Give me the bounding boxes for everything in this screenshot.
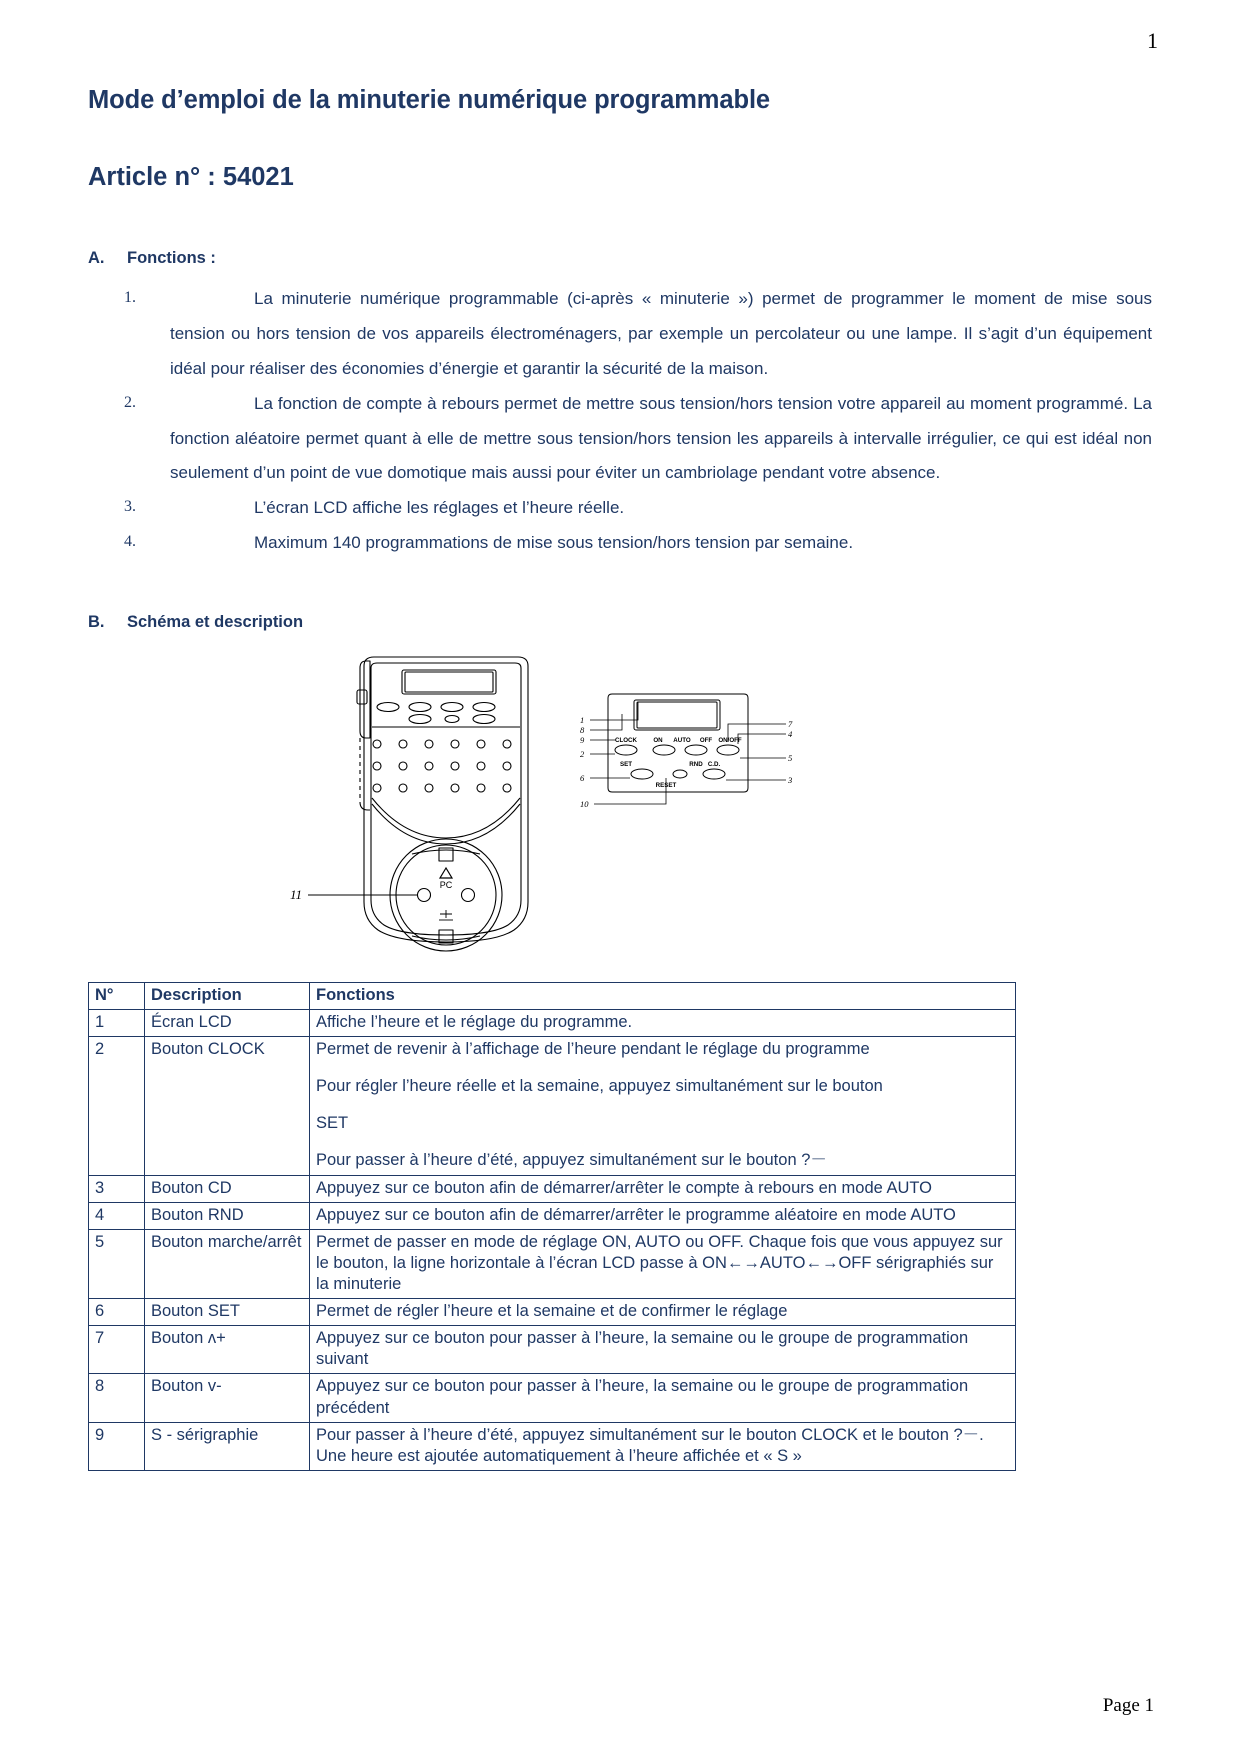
section-b-label: Schéma et description bbox=[127, 612, 304, 631]
list-item-body: La fonction de compte à rebours permet de mettre sous tension/hors tension votre appareil au moment programmé. La fonction aléatoire permet quant à elle de mettre sous tension/hors tension les appareils à intervalle irrégulier, ce qui est idéal non seulement d’un point de vue domotique mais aussi pour éviter un cambriolage pendant votre absence. bbox=[170, 393, 1152, 483]
timer-device-illustration bbox=[346, 652, 546, 952]
cell-no: 5 bbox=[89, 1229, 145, 1298]
cell-no: 9 bbox=[89, 1422, 145, 1470]
control-panel-illustration bbox=[578, 692, 798, 822]
callout-3: 3 bbox=[788, 774, 793, 785]
callout-8: 8 bbox=[580, 724, 585, 735]
cell-no: 7 bbox=[89, 1326, 145, 1374]
list-item-body: Maximum 140 programmations de mise sous tension/hors tension par semaine. bbox=[254, 533, 854, 553]
cell-functions bbox=[310, 1422, 1016, 1470]
list-item bbox=[88, 282, 1152, 387]
table-row bbox=[89, 1175, 1016, 1202]
page-footer: Page 1 bbox=[1102, 1695, 1154, 1716]
cell-no: 8 bbox=[89, 1374, 145, 1422]
callout-7: 7 bbox=[788, 718, 793, 729]
function-paragraph: SET bbox=[316, 1114, 349, 1133]
cell-functions bbox=[310, 1202, 1016, 1229]
list-item-text bbox=[170, 282, 1152, 387]
column-header-functions: Fonctions bbox=[310, 982, 1016, 1009]
section-a-label: Fonctions : bbox=[127, 249, 216, 268]
cell-functions bbox=[310, 1010, 1016, 1037]
callout-9: 9 bbox=[580, 734, 585, 745]
list-item bbox=[88, 387, 1152, 492]
cell-description: Bouton RND bbox=[145, 1202, 310, 1229]
list-item bbox=[88, 526, 1152, 561]
device-callout-11 bbox=[284, 652, 354, 952]
table-row bbox=[89, 1037, 1016, 1175]
list-item-number: 4. bbox=[124, 533, 136, 551]
page-content bbox=[88, 85, 1152, 1471]
function-paragraph: Affiche l’heure et le réglage du programme. bbox=[316, 1013, 633, 1032]
callout-1: 1 bbox=[580, 714, 585, 725]
callout-5: 5 bbox=[788, 752, 793, 763]
callout-10: 10 bbox=[580, 798, 589, 809]
function-paragraph: Permet de passer en mode de réglage ON, AUTO ou OFF. Chaque fois que vous appuyez sur le bouton, la ligne horizontale à l’écran LCD passe à ON←→AUTO←→OFF sérigraphiés sur la minuterie bbox=[316, 1232, 1003, 1294]
table-row bbox=[89, 1010, 1016, 1037]
function-paragraph: Appuyez sur ce bouton afin de démarrer/arrêter le compte à rebours en mode AUTO bbox=[316, 1178, 933, 1197]
table-row bbox=[89, 1229, 1016, 1298]
panel-label-on: ON bbox=[653, 736, 663, 744]
list-item bbox=[88, 491, 1152, 526]
cell-functions bbox=[310, 1229, 1016, 1298]
list-item-body: La minuterie numérique programmable (ci-après « minuterie ») permet de programmer le moment de mise sous tension ou hors tension de vos appareils électroménagers, par exemple un percolateur ou une lampe. Il s’agit d’un équipement idéal pour réaliser des économies d’énergie et garantir la sécurité de la maison. bbox=[170, 289, 1152, 378]
panel-label-rnd: RND bbox=[689, 760, 703, 768]
cell-functions bbox=[310, 1326, 1016, 1374]
description-table bbox=[88, 982, 1016, 1471]
cell-description: Bouton ʌ+ bbox=[145, 1326, 310, 1374]
recycle-icon bbox=[440, 868, 452, 878]
cell-no: 1 bbox=[89, 1010, 145, 1037]
callout-2: 2 bbox=[580, 748, 585, 759]
function-paragraph: Appuyez sur ce bouton pour passer à l’heure, la semaine ou le groupe de programmation suivant bbox=[316, 1329, 969, 1369]
panel-label-set: SET bbox=[619, 760, 633, 768]
list-item-text bbox=[170, 491, 1152, 526]
functions-list bbox=[88, 282, 1152, 561]
article-number-heading: Article n° : 54021 bbox=[88, 162, 294, 191]
section-heading-b bbox=[88, 613, 1152, 632]
cell-no: 3 bbox=[89, 1175, 145, 1202]
list-item-body: L’écran LCD affiche les réglages et l’heure réelle. bbox=[254, 498, 625, 518]
panel-label-off: OFF bbox=[699, 736, 713, 744]
function-paragraph: Appuyez sur ce bouton afin de démarrer/arrêter le programme aléatoire en mode AUTO bbox=[316, 1205, 956, 1224]
section-b-letter: B. bbox=[88, 612, 105, 631]
cell-functions bbox=[310, 1299, 1016, 1326]
recycle-material-label: PC bbox=[439, 879, 453, 890]
cell-functions bbox=[310, 1175, 1016, 1202]
cell-no: 2 bbox=[89, 1037, 145, 1175]
table-row bbox=[89, 1326, 1016, 1374]
function-paragraph: Pour passer à l’heure d’été, appuyez simultanément sur le bouton CLOCK et le bouton ?－. Une heure est ajoutée automatiquement à l’heure affichée et « S » bbox=[316, 1425, 984, 1465]
cell-no: 4 bbox=[89, 1202, 145, 1229]
function-paragraph: Permet de régler l’heure et la semaine et de confirmer le réglage bbox=[316, 1302, 788, 1321]
table-row bbox=[89, 1422, 1016, 1470]
list-item-text bbox=[170, 387, 1152, 492]
column-header-no: N° bbox=[89, 982, 145, 1009]
callout-6: 6 bbox=[580, 772, 585, 783]
cell-functions bbox=[310, 1037, 1016, 1175]
panel-label-auto: AUTO bbox=[673, 736, 691, 744]
device-diagram-figure bbox=[88, 650, 1152, 960]
section-a-letter: A. bbox=[88, 249, 105, 268]
page-title: Mode d’emploi de la minuterie numérique programmable bbox=[88, 86, 771, 114]
panel-label-onoff: ON/OFF bbox=[718, 736, 742, 744]
cell-description: Bouton SET bbox=[145, 1299, 310, 1326]
column-header-description: Description bbox=[145, 982, 310, 1009]
cell-no: 6 bbox=[89, 1299, 145, 1326]
cell-description: Écran LCD bbox=[145, 1010, 310, 1037]
cell-description: Bouton marche/arrêt bbox=[145, 1229, 310, 1298]
list-item-text bbox=[170, 526, 1152, 561]
list-item-number: 1. bbox=[124, 289, 136, 307]
page-number-top: 1 bbox=[1147, 28, 1158, 53]
callout-4: 4 bbox=[788, 728, 793, 739]
section-heading-a bbox=[88, 249, 1152, 268]
panel-label-clock: CLOCK bbox=[615, 736, 637, 744]
table-row bbox=[89, 1374, 1016, 1422]
panel-label-reset: RESET bbox=[655, 781, 677, 789]
function-paragraph: Pour régler l’heure réelle et la semaine, appuyez simultanément sur le bouton bbox=[316, 1077, 883, 1096]
table-header-row bbox=[89, 982, 1016, 1009]
cell-description: Bouton v- bbox=[145, 1374, 310, 1422]
table-row bbox=[89, 1299, 1016, 1326]
panel-label-cd: C.D. bbox=[707, 760, 721, 768]
function-paragraph: Appuyez sur ce bouton pour passer à l’heure, la semaine ou le groupe de programmation précédent bbox=[316, 1377, 969, 1417]
cell-description: S - sérigraphie bbox=[145, 1422, 310, 1470]
cell-description: Bouton CD bbox=[145, 1175, 310, 1202]
function-paragraph: Pour passer à l’heure d’été, appuyez simultanément sur le bouton ?－ bbox=[316, 1151, 827, 1170]
function-paragraph: Permet de revenir à l’affichage de l’heure pendant le réglage du programme bbox=[316, 1040, 870, 1059]
list-item-number: 3. bbox=[124, 498, 136, 516]
table-row bbox=[89, 1202, 1016, 1229]
cell-description: Bouton CLOCK bbox=[145, 1037, 310, 1175]
cell-functions bbox=[310, 1374, 1016, 1422]
list-item-number: 2. bbox=[124, 393, 136, 411]
callout-label-11: 11 bbox=[290, 886, 303, 902]
